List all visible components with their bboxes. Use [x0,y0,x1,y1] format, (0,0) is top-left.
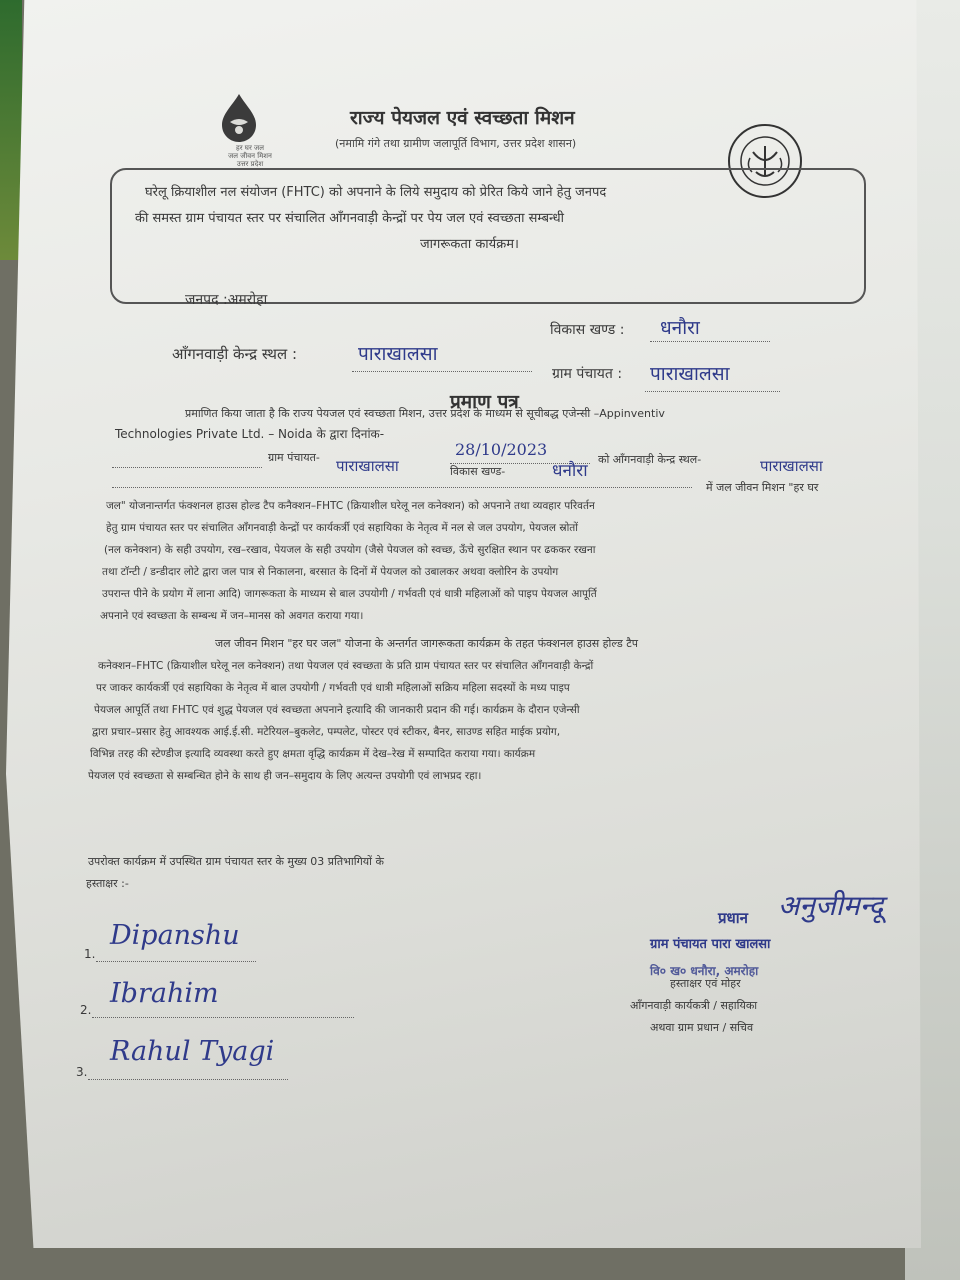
participant-3-signature: Rahul Tyagi [110,1036,275,1067]
para2-line7: पेयजल एवं स्वच्छता से सम्बन्धित होने के साथ ही जन–समुदाय के लिए अत्यन्त उपयोगी एवं लाभप्रद रहा। [88,770,482,782]
participant-1-signature: Dipanshu [110,920,240,951]
panchayat-value: पाराखालसा [650,363,730,385]
para2-line6: विभिन्न तरह की स्टेण्डीज इत्यादि व्यवस्था करते हुए क्षमता वृद्धि कार्यक्रम में देख–रेख में सम्पादित कराया गया। कार्यक्रम [90,748,536,760]
participants-intro-2: हस्ताक्षर :- [86,877,129,890]
participant-2-signature: Ibrahim [110,978,219,1009]
panchayat-dotline [645,390,780,392]
participant-1-line [96,960,256,962]
block-value: धनौरा [660,317,700,339]
role-line-1: आँगनवाड़ी कार्यकत्री / सहायिका [630,999,758,1012]
participant-2-line [92,1016,354,1018]
para1-line5: जल" योजनान्तर्गत फंक्शनल हाउस होल्ड टैप कनैक्शन–FHTC (क्रियाशील घरेलू नल कनेक्शन) को अपनाने तथा व्यवहार परिवर्तन [106,500,595,512]
para1-centre-value: पाराखालसा [760,457,823,475]
pradhan-signature: अनुजीमन्दू [778,889,884,922]
logo-text-1: हर घर जल [236,144,264,152]
para1-line4: में जल जीवन मिशन "हर घर [706,481,819,494]
para1-line9: उपरान्त पीने के प्रयोग में लाना आदि) जागरूकता के माध्यम से बाल उपयोगी / गर्भवती एवं धात्री महिलाओं को पाइप पेयजल आपूर्ति [102,588,597,600]
para1-line3c: को आँगनवाड़ी केन्द्र स्थल- [598,453,702,466]
participant-3-line [88,1078,288,1080]
participant-1-number: 1. [84,947,96,961]
block-dotline [650,340,770,342]
certificate-heading: प्रमाण पत्र [450,391,519,413]
notice-line-1: घरेलू क्रियाशील नल संयोजन (FHTC) को अपनाने के लिये समुदाय को प्रेरित किये जाने हेतु जनपद [145,185,607,200]
block-label: विकास खण्ड : [550,322,625,338]
para1-line6: हेतु ग्राम पंचायत स्तर पर संचालित आँगनवाड़ी केन्द्रों पर कार्यकर्त्री एवं सहायिका के नेतृत्व में नल से जल उपयोग, पेयजल स्रोतों [106,522,578,534]
notice-line-2: की समस्त ग्राम पंचायत स्तर पर संचालित आँगनवाड़ी केन्द्रों पर पेय जल एवं स्वच्छता सम्बन्धी [135,211,565,226]
centre-dotline [352,370,532,372]
para1-line3b: विकास खण्ड- [450,465,506,478]
page-title: राज्य पेयजल एवं स्वच्छता मिशन [350,107,575,129]
logo-text-2: जल जीवन मिशन [228,152,272,160]
stamp-line-2: वि० ख० धनौरा, अमरोहा [650,964,759,978]
para2-line1: जल जीवन मिशन "हर घर जल" योजना के अन्तर्गत जागरूकता कार्यक्रम के तहत फंक्शनल हाउस होल्ड टैप [215,637,639,650]
background-green-object [0,0,22,260]
para1-line2: Technologies Private Ltd. – Noida के द्वारा दिनांक- [115,427,385,441]
para1-block-value: धनौरा [552,461,588,481]
para2-line3: पर जाकर कार्यकर्त्री एवं सहायिका के नेतृत्व में बाल उपयोगी / गर्भवती एवं धात्री महिलाओं सक्रिय महिला सदस्यों के मध्य पाइप [96,682,570,694]
para1-line7: (नल कनेक्शन) के सही उपयोग, रख–रखाव, पेयजल के सही उपयोग (जैसे पेयजल को स्वच्छ, ऊँचे सुरक्षित स्थान पर ढककर रखना [104,544,596,556]
line4-dotline [112,486,692,488]
stamp-line-1: ग्राम पंचायत पारा खालसा [650,937,771,952]
centre-label: आँगनवाड़ी केन्द्र स्थल : [172,345,298,363]
para1-line10: अपनाने एवं स्वच्छता के सम्बन्ध में जन–मानस को अवगत कराया गया। [100,610,364,622]
line3-dotline [112,466,262,468]
para2-line2: कनेक्शन–FHTC (क्रियाशील घरेलू नल कनेक्शन) तथा पेयजल एवं स्वच्छता के प्रति ग्राम पंचायत स्तर पर संचालित आँगनवाड़ी केन्द्रों [98,660,594,672]
centre-value: पाराखालसा [358,343,438,365]
page-subtitle: (नमामि गंगे तथा ग्रामीण जलापूर्ति विभाग, उत्तर प्रदेश शासन) [335,137,577,150]
pradhan-label: प्रधान [718,909,748,927]
para1-panchayat-value: पाराखालसा [336,457,399,475]
panchayat-label: ग्राम पंचायत : [552,366,623,382]
participant-3-number: 3. [76,1065,88,1079]
participant-2-number: 2. [80,1003,92,1017]
date-value: 28/10/2023 [455,440,548,459]
para2-line4: पेयजल आपूर्ति तथा FHTC एवं शुद्ध पेयजल एवं स्वच्छता अपनाने इत्यादि की जानकारी प्रदान की गई। कार्यक्रम के दौरान एजेन्सी [94,704,580,716]
notice-line-3: जागरूकता कार्यक्रम। [420,237,519,252]
para2-line5: द्वारा प्रचार–प्रसार हेतु आवश्यक आई.ई.सी. मटेरियल–बुकलेट, पम्पलेट, पोस्टर एवं स्टीकर, बैनर, साउण्ड सहित माईक प्रयोग, [92,726,561,738]
district-field: जनपद :अमरोहा [185,292,268,308]
para1-line1: प्रमाणित किया जाता है कि राज्य पेयजल एवं स्वच्छता मिशन, उत्तर प्रदेश के माध्यम से सूचीबद्ध एजेन्सी –Appinventiv [185,407,665,420]
sign-and-seal-label: हस्ताक्षर एवं मोहर [670,977,741,990]
para1-line8: तथा टाॅन्टी / डन्डीदार लोटे द्वारा जल पात्र से निकालना, बरसात के दिनों में पेयजल को उबालकर अथवा क्लोरिन के उपयोग [102,566,559,578]
participants-intro: उपरोक्त कार्यक्रम में उपस्थित ग्राम पंचायत स्तर के मुख्य 03 प्रतिभागियों के [88,855,384,868]
role-line-2: अथवा ग्राम प्रधान / सचिव [650,1021,754,1034]
para1-line3a: ग्राम पंचायत- [268,451,320,464]
logo-text-3: उत्तर प्रदेश [236,160,264,168]
